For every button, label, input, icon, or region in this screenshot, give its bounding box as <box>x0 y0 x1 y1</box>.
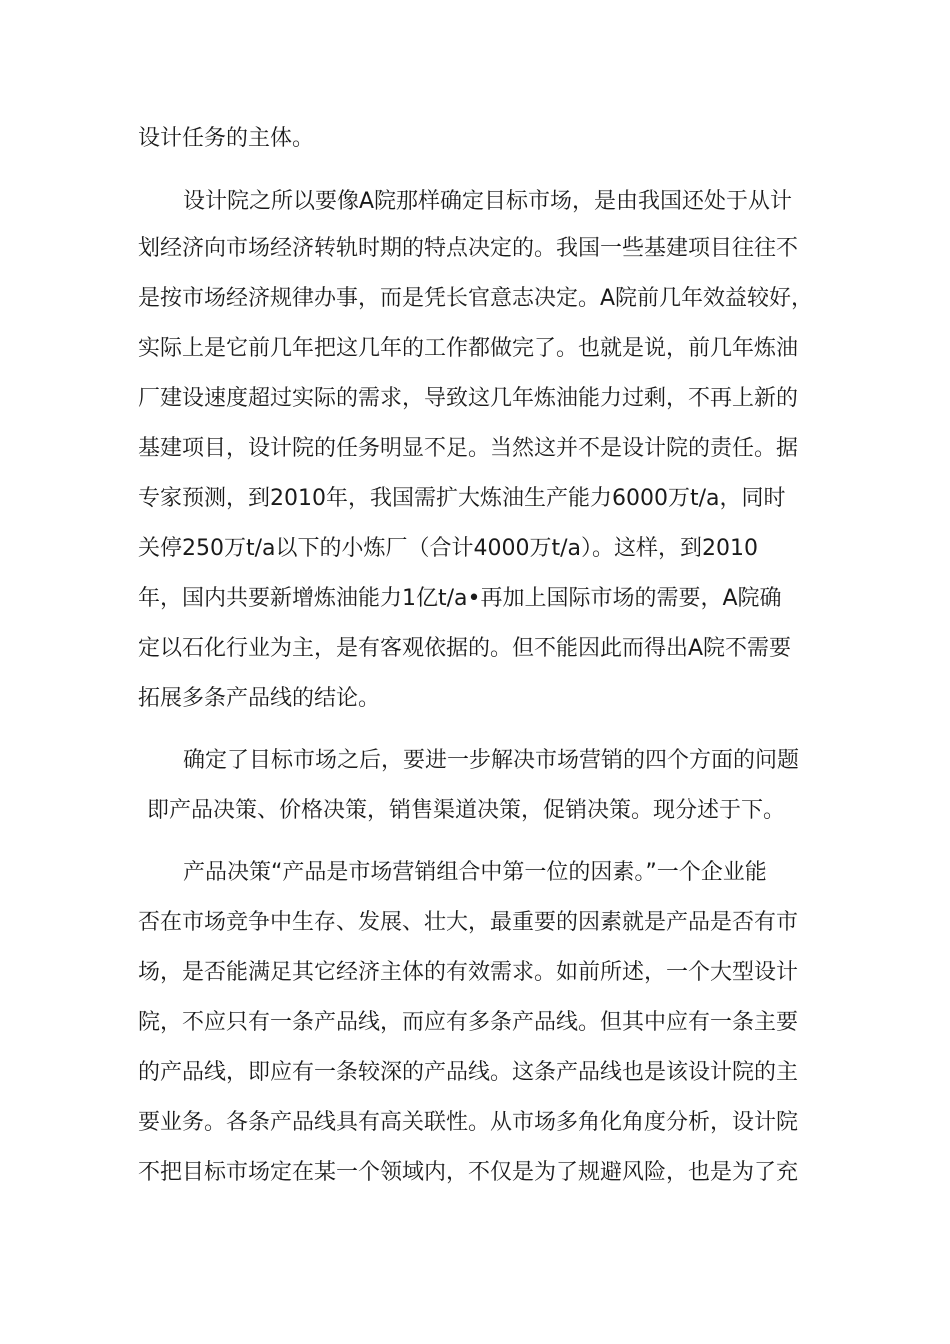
paragraph-line: 实际上是它前几年把这几年的工作都做完了。也就是说，前几年炼油 <box>138 336 799 361</box>
paragraph-line: 即产品决策、价格决策，销售渠道决策，促销决策。现分述于下。 <box>147 798 786 823</box>
paragraph-line: 要业务。各条产品线具有高关联性。从市场多角化角度分析，设计院 <box>138 1110 799 1135</box>
paragraph-line: 产品决策“产品是市场营销组合中第一位的因素。”一个企业能 <box>183 860 767 885</box>
paragraph-line: 是按市场经济规律办事，而是凭长官意志决定。A院前几年效益较好， <box>138 286 814 311</box>
paragraph-line: 专家预测，到2010年，我国需扩大炼油生产能力6000万t/a，同时 <box>138 486 786 511</box>
paragraph-line: 设计院之所以要像A院那样确定目标市场，是由我国还处于从计 <box>183 189 793 214</box>
paragraph-line: 划经济向市场经济转轨时期的特点决定的。我国一些基建项目往往不 <box>138 236 799 261</box>
paragraph-line: 定以石化行业为主，是有客观依据的。但不能因此而得出A院不需要 <box>138 636 792 661</box>
paragraph-line: 院，不应只有一条产品线，而应有多条产品线。但其中应有一条主要 <box>138 1010 799 1035</box>
paragraph-line: 年，国内共要新增炼油能力1亿t/a•再加上国际市场的需要，A院确 <box>138 586 782 611</box>
paragraph-line: 确定了目标市场之后，要进一步解决市场营销的四个方面的问题 <box>183 748 800 773</box>
paragraph-line: 的产品线，即应有一条较深的产品线。这条产品线也是该设计院的主 <box>138 1060 799 1085</box>
paragraph-line: 不把目标市场定在某一个领域内，不仅是为了规避风险，也是为了充 <box>138 1160 799 1185</box>
paragraph-line: 拓展多条产品线的结论。 <box>138 686 381 711</box>
paragraph-line: 厂建设速度超过实际的需求，导致这几年炼油能力过剩，不再上新的 <box>138 386 799 411</box>
paragraph-line: 设计任务的主体。 <box>138 126 315 151</box>
paragraph-line: 基建项目，设计院的任务明显不足。当然这并不是设计院的责任。据 <box>138 436 799 461</box>
paragraph-line: 否在市场竞争中生存、发展、壮大，最重要的因素就是产品是否有市 <box>138 910 799 935</box>
paragraph-line: 关停250万t/a以下的小炼厂（合计4000万t/a）。这样，到2010 <box>138 536 759 561</box>
paragraph-line: 场，是否能满足其它经济主体的有效需求。如前所述，一个大型设计 <box>138 960 799 985</box>
